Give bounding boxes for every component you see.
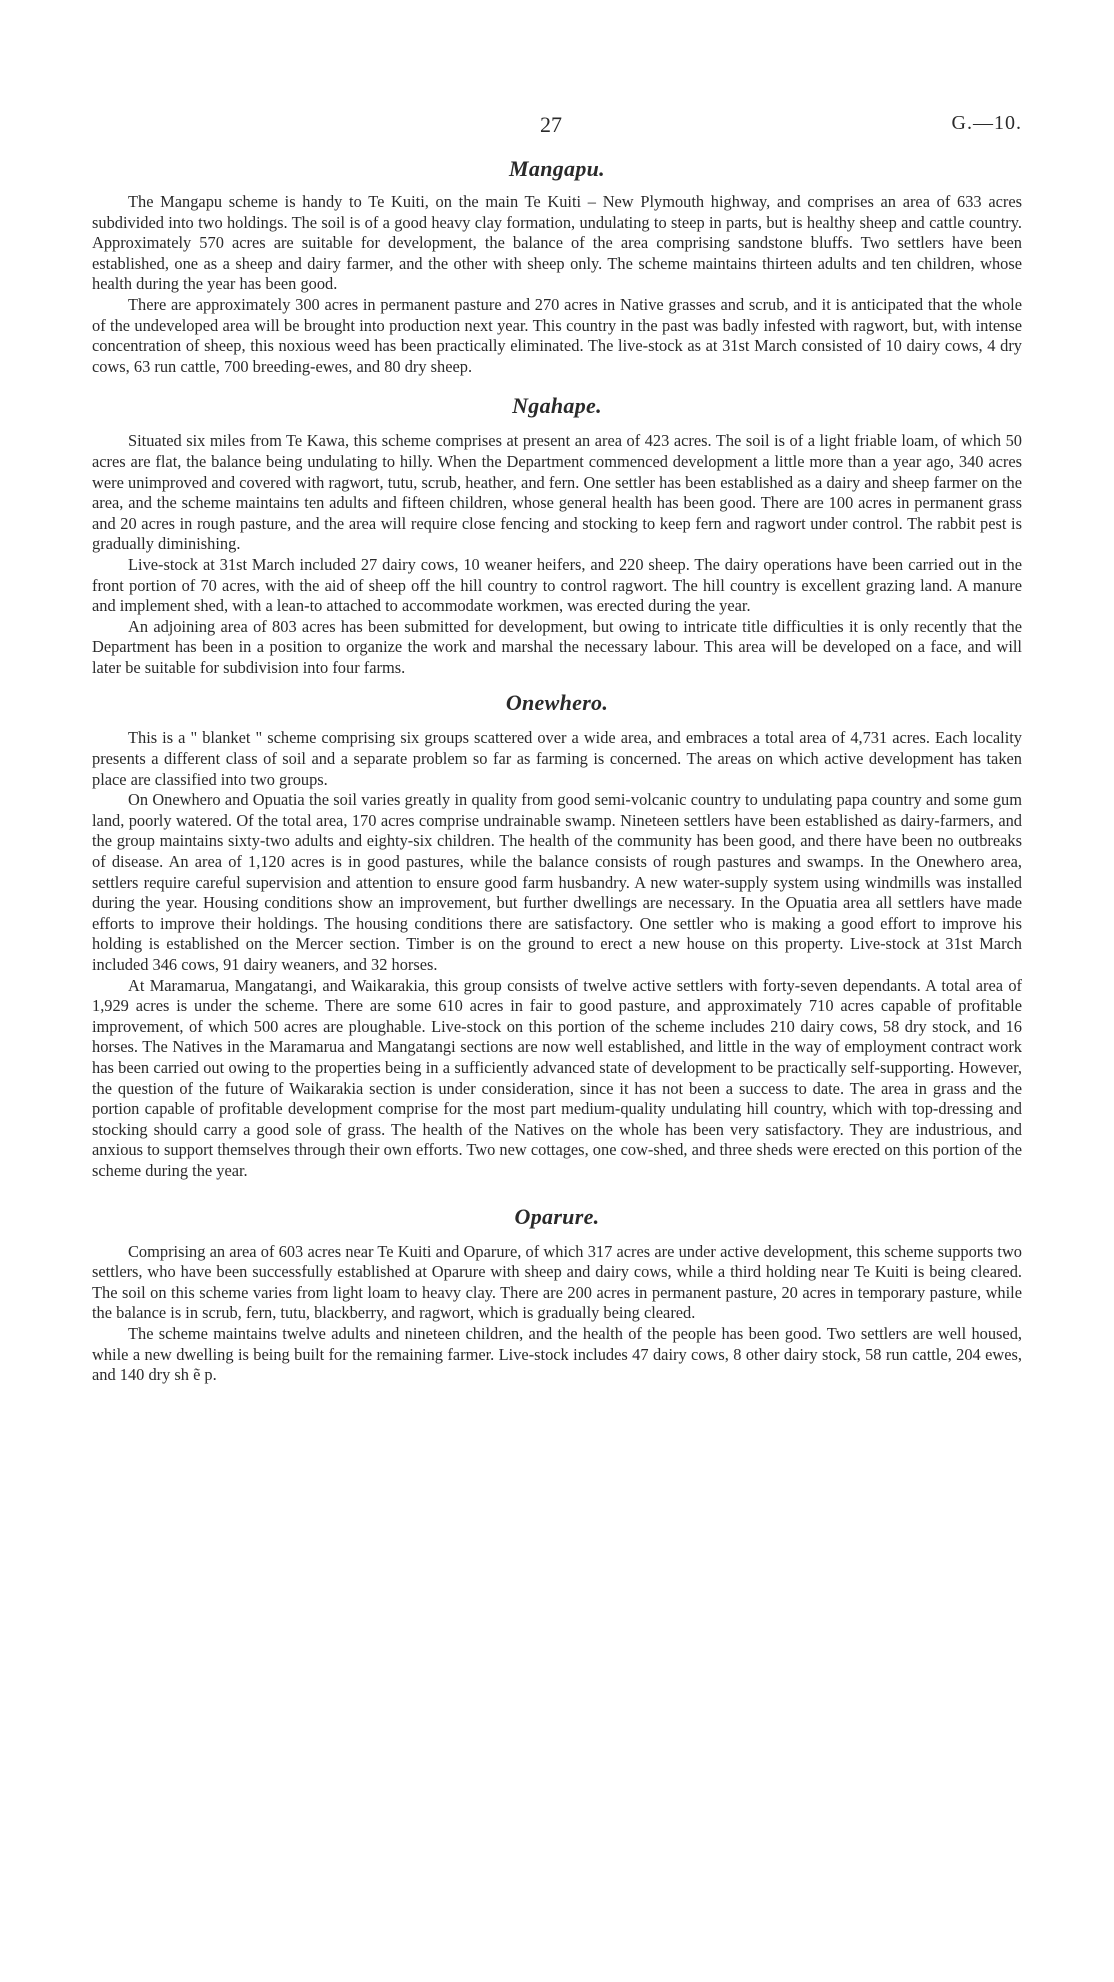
section-title: Mangapu.	[509, 156, 605, 181]
section-title: Ngahape.	[512, 393, 602, 419]
paragraph: Live-stock at 31st March included 27 dairy cows, 10 weaner heifers, and 220 sheep. The dairy operations have been carried out in the front portion of 70 acres, with the aid of sheep off the hill country to control ragwort. The hill country is excellent grazing land. A manure and implement shed, with a lean-to attached to accommodate workmen, was erected during the year.	[92, 554, 1022, 616]
paragraph: There are approximately 300 acres in permanent pasture and 270 acres in Native grasses and scrub, and it is anticipated that the whole of the undeveloped area will be brought into production next year. This country in the past was badly infested with ragwort, but, with intense concentration of sheep, this noxious weed has been practically eliminated. The live-stock as at 31st March consisted of 10 dairy cows, 4 dry cows, 63 run cattle, 700 breeding-ewes, and 80 dry sheep.	[92, 294, 1022, 376]
document-reference: G.—10.	[951, 112, 1022, 134]
page-header	[92, 112, 1022, 146]
paragraph: An adjoining area of 803 acres has been submitted for development, but owing to intricate title difficulties it is only recently that the Department has been in a position to organize the work and marshal the necessary labour. This area will be developed on a face, and will later be suitable for subdivision into four farms.	[92, 616, 1022, 677]
paragraph: At Maramarua, Mangatangi, and Waikarakia, this group consists of twelve active settlers with forty-seven dependants. A total area of 1,929 acres is under the scheme. There are some 610 acres in fair to good pasture, and approximately 710 acres capable of profitable improvement, of which 500 acres are ploughable. Live-stock on this portion of the scheme includes 210 dairy cows, 58 dry stock, and 16 horses. The Natives in the Maramarua and Mangatangi sections are now well established, and little in the way of employment contract work has been carried out owing to the properties being in a sufficiently advanced state of development to be practically self-supporting. However, the question of the future of Waikarakia section is under consideration, since it has not been a success to date. The area in grass and the portion capable of profitable development comprise for the most part medium-quality undulating hill country, which with top-dressing and stocking should carry a good sole of grass. The health of the Natives on the whole has been very satisfactory. They are industrious, and anxious to support themselves through their own efforts. Two new cottages, one cow-shed, and three sheds were erected on this portion of the scheme during the year.	[92, 975, 1022, 1180]
section-title: Oparure.	[514, 1203, 600, 1229]
paragraph: Comprising an area of 603 acres near Te Kuiti and Oparure, of which 317 acres are under active development, this scheme supports two settlers, who have been successfully established at Oparure with sheep and dairy cows, while a third holding near Te Kuiti is being cleared. The soil on this scheme varies from light loam to heavy clay. There are 200 acres in permanent pasture, 20 acres in temporary pasture, while the balance is in scrub, fern, tutu, blackberry, and ragwort, which is gradually being cleared.	[92, 1241, 1022, 1323]
section-mangapu	[92, 156, 1022, 377]
section-title: Onewhero.	[505, 690, 609, 716]
paragraph: The Mangapu scheme is handy to Te Kuiti, on the main Te Kuiti – New Plymouth highway, and comprises an area of 633 acres subdivided into two holdings. The soil is of a good heavy clay formation, undulating to steep in parts, but is healthy sheep and cattle country. Approximately 570 acres are suitable for development, the balance of the area comprising sandstone bluffs. Two settlers have been established, one as a sheep and dairy farmer, and the other with sheep only. The scheme maintains thirteen adults and ten children, whose health during the year has been good.	[92, 192, 1022, 294]
paragraph: The scheme maintains twelve adults and nineteen children, and the health of the people has been good. Two settlers are well housed, while a new dwelling is being built for the remaining farmer. Live-stock includes 47 dairy cows, 8 other dairy stock, 58 run cattle, 204 ewes, and 140 dry sh ẽ p.	[92, 1323, 1022, 1385]
paragraph: This is a " blanket " scheme comprising six groups scattered over a wide area, and embraces a total area of 4,731 acres. Each locality presents a different class of soil and a separate problem so far as farming is concerned. The areas on which active development has taken place are classified into two groups.	[92, 728, 1022, 789]
section-ngahape	[92, 393, 1022, 678]
section-oparure	[92, 1204, 1022, 1386]
page-number: 27	[540, 112, 562, 137]
document-page	[92, 112, 1022, 1386]
paragraph: On Onewhero and Opuatia the soil varies greatly in quality from good semi-volcanic country to undulating papa country and some gum land, poorly watered. Of the total area, 170 acres comprise undrainable swamp. Nineteen settlers have been established as dairy-farmers, and the group maintains sixty-two adults and eighty-six children. The health of the community has been good, and there have been no outbreaks of disease. An area of 1,120 acres is in good pastures, while the balance consists of rough pastures and swamps. In the Onewhero area, settlers require careful supervision and attention to ensure good farm husbandry. A new water-supply system using windmills was installed during the year. Housing conditions show an improvement, but further dwellings are necessary. In the Opuatia area all settlers have made efforts to improve their holdings. The housing conditions there are satisfactory. One settler who is making a good effort to improve his holding is established on the Mercer section. Timber is on the ground to erect a new house on this property. Live-stock at 31st March included 346 cows, 91 dairy weaners, and 32 horses.	[92, 790, 1022, 974]
section-onewhero	[92, 690, 1022, 1181]
paragraph: Situated six miles from Te Kawa, this scheme comprises at present an area of 423 acres. The soil is of a light friable loam, of which 50 acres are flat, the balance being undulating to hilly. When the Department commenced development a little more than a year ago, 340 acres were unimproved and covered with ragwort, tutu, scrub, heather, and fern. One settler has been established as a dairy and sheep farmer on the area, and the scheme maintains ten adults and fifteen children, whose general health has been good. There are 100 acres in permanent grass and 20 acres in rough pasture, and the area will require close fencing and stocking to keep fern and ragwort under control. The rabbit pest is gradually diminishing.	[92, 431, 1022, 554]
